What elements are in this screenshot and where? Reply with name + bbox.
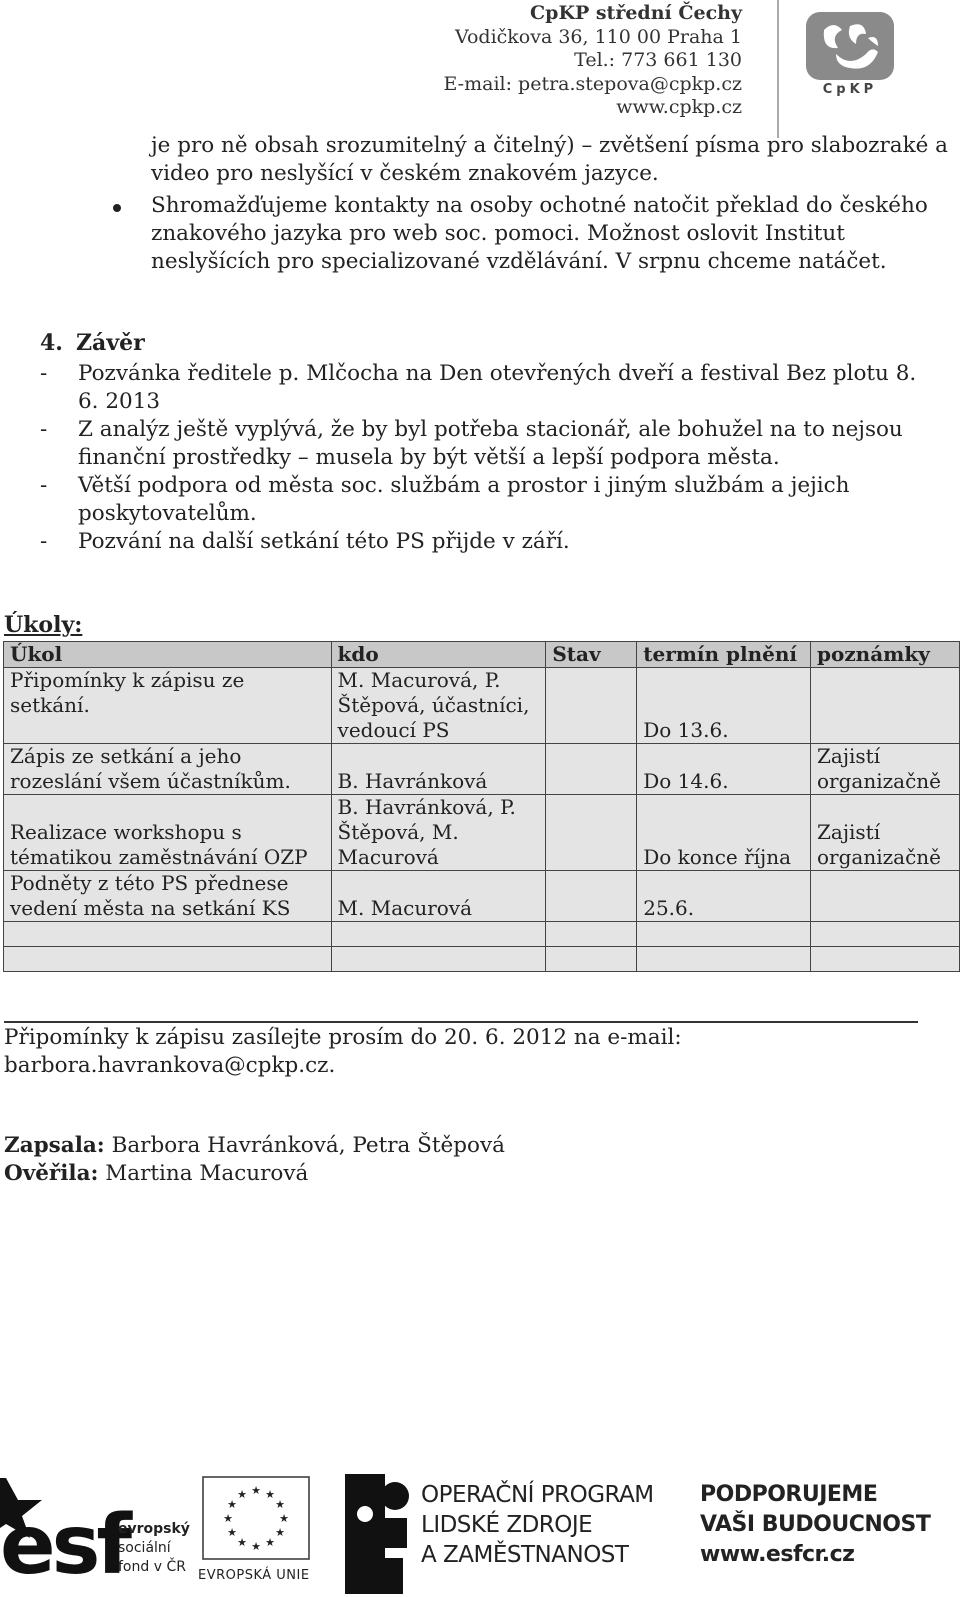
assignee-cell: B. Havránková, P. Štěpová, M. Macurová (331, 795, 546, 871)
horizontal-rule (4, 1021, 918, 1023)
table-row-empty (4, 922, 960, 947)
esf-caption: evropský sociální fond v ČR (118, 1521, 190, 1575)
empty-cell (546, 947, 637, 972)
table-row-empty (4, 947, 960, 972)
section-number: 4. (40, 330, 63, 356)
verified-by-value: Martina Macurová (98, 1161, 309, 1186)
empty-cell (4, 922, 332, 947)
assignee-cell: M. Macurová, P. Štěpová, účastníci, vedoucí PS (331, 668, 546, 744)
bullet-icon (113, 204, 121, 212)
dash-icon: - (40, 473, 48, 498)
notes-cell: Zajistí organizačně (811, 795, 960, 871)
verified-by-line (4, 1160, 505, 1188)
task-cell: Podněty z této PS přednese vedení města na setkání KS (4, 871, 332, 922)
organization-email[interactable]: E-mail: petra.stepova@cpkp.cz (443, 72, 742, 95)
empty-cell (811, 922, 960, 947)
bullet-item-text: Shromažďujeme kontakty na osoby ochotné natočit překlad do českého znakového jazyka pro web soc. pomoci. Možnost oslovit Institut neslyšících pro specializované vzdělávání. V srpnu chceme natáčet. (151, 193, 928, 274)
empty-cell (331, 947, 546, 972)
assignee-cell: B. Havránková (331, 744, 546, 795)
dash-icon: - (40, 417, 48, 442)
organization-website[interactable]: www.cpkp.cz (616, 96, 742, 118)
list-item: - Větší podpora od města soc. službám a prostor i jiným službám a jejich poskytovatelům. (40, 473, 850, 526)
svg-text:★: ★ (223, 1512, 233, 1525)
organization-phone: Tel.: 773 661 130 (574, 49, 742, 71)
column-header: termín plnění (637, 642, 811, 668)
list-item: - Z analýz ještě vyplývá, že by byl potřeba stacionář, ale bohužel na to nejsou finanční prostředky – musela by být větší a lepší podpora města. (40, 417, 903, 470)
svg-text:★: ★ (265, 1488, 275, 1501)
tasks-table (3, 641, 960, 972)
status-cell (546, 795, 637, 871)
column-header: Úkol (4, 642, 332, 668)
svg-text:★: ★ (275, 1498, 285, 1511)
oplzz-program-name: OPERAČNÍ PROGRAM LIDSKÉ ZDROJE A ZAMĚSTNANOST (421, 1482, 654, 1568)
dash-icon: - (40, 361, 48, 386)
deadline-cell: Do konce října (637, 795, 811, 871)
svg-text:★: ★ (237, 1488, 247, 1501)
signoff-block (4, 1132, 505, 1188)
table-row (4, 795, 960, 871)
svg-text:★: ★ (251, 1540, 261, 1553)
support-slogan: PODPORUJEME VAŠI BUDOUCNOST www.esfcr.cz (700, 1480, 930, 1570)
svg-text:★: ★ (227, 1498, 237, 1511)
svg-text:★: ★ (251, 1484, 261, 1497)
tasks-heading: Úkoly: (4, 612, 83, 638)
conclusion-list (40, 360, 940, 556)
empty-cell (4, 947, 332, 972)
bullet-continuation-text: je pro ně obsah srozumitelný a čitelný) – zvětšení písma pro slabozraké a video pro neslyšící v českém znakovém jazyce. (151, 133, 949, 186)
table-row (4, 668, 960, 744)
notes-cell (811, 668, 960, 744)
empty-cell (331, 922, 546, 947)
list-item: - Pozvánka ředitele p. Mlčocha na Den otevřených dveří a festival Bez plotu 8. 6. 2013 (40, 361, 917, 414)
eu-label: EVROPSKÁ UNIE (198, 1568, 310, 1583)
empty-cell (637, 947, 811, 972)
task-cell: Realizace workshopu s tématikou zaměstnávání OZP (4, 795, 332, 871)
table-row (4, 871, 960, 922)
header-divider (777, 0, 779, 138)
esf-logo (0, 1478, 190, 1596)
empty-cell (546, 922, 637, 947)
empty-cell (637, 922, 811, 947)
deadline-cell: 25.6. (637, 871, 811, 922)
notes-cell (811, 871, 960, 922)
svg-text:★: ★ (275, 1526, 285, 1539)
esf-wordmark: esf (0, 1498, 129, 1593)
recorded-by-line (4, 1132, 505, 1160)
recorded-by-value: Barbora Havránková, Petra Štěpová (104, 1133, 505, 1158)
status-cell (546, 744, 637, 795)
assignee-cell: M. Macurová (331, 871, 546, 922)
deadline-cell: Do 13.6. (637, 668, 811, 744)
funding-footer (0, 1470, 960, 1597)
dash-icon: - (40, 529, 48, 554)
svg-text:★: ★ (265, 1536, 275, 1549)
cpkp-logo-caption: CpKP (822, 82, 878, 97)
column-header: poznámky (811, 642, 960, 668)
section-title: Závěr (76, 330, 145, 356)
organization-address: Vodičkova 36, 110 00 Praha 1 (454, 25, 742, 48)
task-cell: Připomínky k zápisu ze setkání. (4, 668, 332, 744)
task-cell: Zápis ze setkání a jeho rozeslání všem účastníkům. (4, 744, 332, 795)
table-header-row (4, 642, 960, 668)
svg-text:★: ★ (237, 1536, 247, 1549)
table-row (4, 744, 960, 795)
organization-name: CpKP střední Čechy (530, 2, 742, 24)
verified-by-label: Ověřila: (4, 1161, 99, 1186)
list-item: - Pozvání na další setkání této PS přijde v září. (40, 529, 570, 554)
notes-cell: Zajistí organizačně (811, 744, 960, 795)
oplzz-figure-icon (345, 1474, 413, 1594)
comments-note: Připomínky k zápisu zasílejte prosím do 20. 6. 2012 na e-mail: barbora.havrankova@cpkp.cz. (4, 1025, 682, 1078)
status-cell (546, 668, 637, 744)
empty-cell (811, 947, 960, 972)
recorded-by-label: Zapsala: (4, 1133, 105, 1158)
letterhead (0, 0, 960, 145)
eu-flag-icon (202, 1476, 310, 1560)
column-header: kdo (331, 642, 546, 668)
section-heading (40, 330, 145, 356)
svg-text:★: ★ (279, 1512, 289, 1525)
esf-website-link[interactable]: www.esfcr.cz (700, 1542, 855, 1567)
deadline-cell: Do 14.6. (637, 744, 811, 795)
column-header: Stav (546, 642, 637, 668)
status-cell (546, 871, 637, 922)
organization-contact-block (443, 2, 742, 120)
svg-text:★: ★ (227, 1526, 237, 1539)
